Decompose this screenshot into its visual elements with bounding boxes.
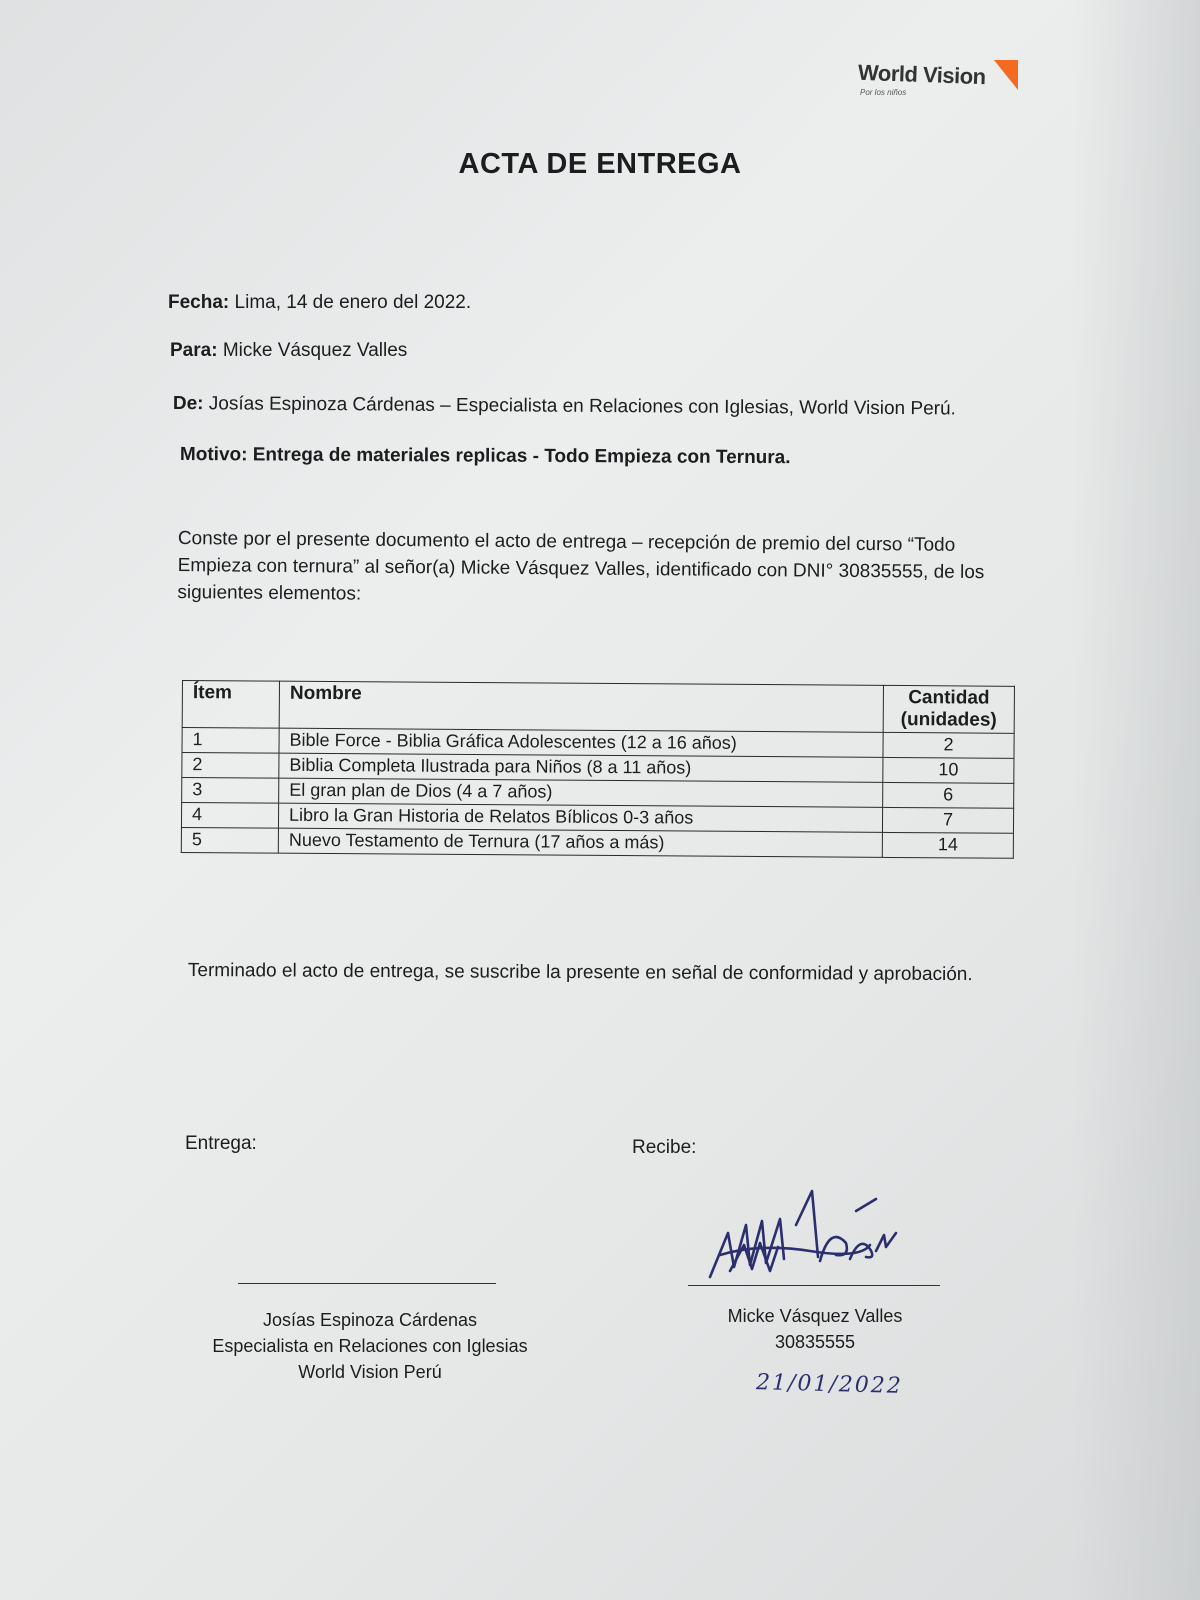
recibe-signature-line (688, 1285, 940, 1286)
de-line (173, 393, 956, 421)
logo-mark-icon (994, 60, 1018, 90)
para-value: Micke Vásquez Valles (222, 340, 408, 361)
logo-tagline: Por los niños (860, 88, 907, 97)
para-label: Para: (170, 340, 218, 361)
entrega-org: World Vision Perú (298, 1362, 442, 1382)
items-table (181, 680, 1015, 859)
entrega-signature-line (238, 1283, 496, 1284)
signature-stroke (856, 1199, 876, 1211)
body-paragraph: Conste por el presente documento el acto de entrega – recepción de premio del curso “Todo Empieza con ternura” al señor(a) Micke Vásquez Valles, identificado con DNI° 30835555, de los siguientes elementos: (177, 527, 985, 605)
fecha-value: Lima, 14 de enero del 2022. (234, 292, 472, 313)
recibe-date: 21/01/2022 (755, 1370, 904, 1399)
row-nombre: Bible Force - Biblia Gráfica Adolescentes (12 a 16 años) (279, 728, 883, 757)
motivo-line: Motivo: Entrega de materiales replicas - Todo Empieza con Ternura. (179, 444, 791, 469)
de-label: De: (172, 393, 204, 415)
page-edge-shadow (1070, 0, 1200, 1600)
fecha-line (168, 292, 471, 315)
row-item: 2 (182, 753, 279, 779)
recibe-label: Recibe: (632, 1137, 697, 1158)
row-cantidad: 7 (882, 807, 1013, 833)
recibe-signature-block (690, 1303, 940, 1355)
header-item: Ítem (182, 681, 279, 729)
row-item: 1 (182, 728, 279, 754)
entrega-name: Josías Espinoza Cárdenas (262, 1310, 478, 1330)
recibe-name: Micke Vásquez Valles (727, 1306, 903, 1326)
table-row (181, 827, 1013, 858)
row-nombre: Biblia Completa Ilustrada para Niños (8 a 11 años) (279, 753, 883, 782)
entrega-label: Entrega: (185, 1133, 257, 1154)
fecha-label: Fecha: (168, 292, 230, 313)
row-item: 4 (181, 803, 278, 829)
para-line (170, 340, 407, 363)
row-nombre: Nuevo Testamento de Ternura (17 años a más) (278, 828, 882, 857)
handwritten-signature (700, 1185, 940, 1295)
document-title: ACTA DE ENTREGA (458, 148, 742, 180)
signature-stroke (796, 1191, 818, 1257)
world-vision-logo (858, 58, 1018, 108)
row-nombre: Libro la Gran Historia de Relatos Bíblicos 0-3 años (278, 803, 882, 832)
recibe-dni: 30835555 (774, 1332, 856, 1352)
entrega-role: Especialista en Relaciones con Iglesias (212, 1336, 528, 1356)
header-cantidad: Cantidad (unidades) (883, 685, 1014, 733)
table-header-row (182, 681, 1014, 734)
row-item: 3 (182, 778, 279, 804)
logo-name: World Vision (857, 59, 987, 90)
row-cantidad: 2 (883, 732, 1014, 758)
signature-stroke (876, 1233, 896, 1251)
row-cantidad: 14 (882, 832, 1013, 858)
de-value: Josías Espinoza Cárdenas – Especialista en Relaciones con Iglesias, World Vision Perú. (208, 393, 956, 420)
entrega-signature-block (190, 1307, 550, 1385)
signature-stroke (820, 1237, 847, 1261)
header-nombre: Nombre (279, 681, 883, 732)
row-cantidad: 10 (883, 757, 1014, 783)
row-cantidad: 6 (883, 782, 1014, 808)
row-item: 5 (181, 827, 278, 853)
row-nombre: El gran plan de Dios (4 a 7 años) (279, 778, 883, 807)
closing-paragraph: Terminado el acto de entrega, se suscribe la presente en señal de conformidad y aprobación. (187, 960, 973, 986)
